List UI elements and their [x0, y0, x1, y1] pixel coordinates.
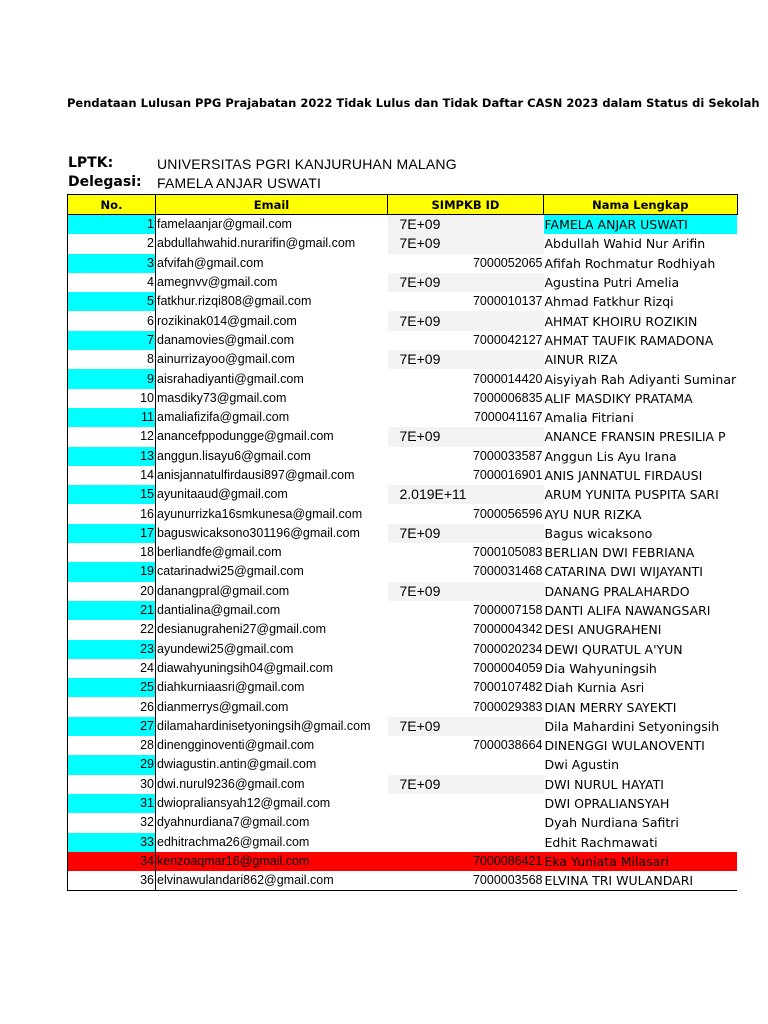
row-nama-lengkap: Diah Kurnia Asri: [544, 680, 645, 696]
row-simpkb-id: 7E+09: [388, 775, 544, 794]
row-simpkb-id: 7000004059: [472, 660, 543, 675]
table-row: [68, 562, 738, 581]
table-row: [68, 408, 738, 427]
header-no: No.: [68, 195, 156, 215]
row-number: 29: [68, 755, 156, 774]
row-email: dianmerrys@gmail.com: [157, 699, 289, 714]
row-email: rozikinak014@gmail.com: [157, 313, 297, 328]
row-nama-lengkap: Eka Yuniata Milasari: [544, 852, 738, 871]
row-simpkb-id: 7000004342: [472, 622, 543, 637]
row-email: dyahnurdiana7@gmail.com: [157, 815, 310, 830]
row-number: 20: [68, 582, 156, 601]
row-simpkb-id: 7E+09: [388, 350, 544, 369]
table-row: [68, 427, 738, 446]
lptk-value: UNIVERSITAS PGRI KANJURUHAN MALANG: [157, 156, 457, 172]
row-simpkb-id: 7E+09: [388, 427, 544, 446]
row-number: 17: [68, 524, 156, 543]
row-nama-lengkap: AINUR RIZA: [544, 352, 618, 368]
row-email: edhitrachma26@gmail.com: [157, 834, 310, 849]
row-nama-lengkap: Dwi Agustin: [544, 757, 620, 773]
table-row: [68, 717, 738, 736]
table-row: [68, 350, 738, 369]
row-number: 15: [68, 485, 156, 504]
row-number: 3: [68, 254, 156, 273]
row-nama-lengkap: ARUM YUNITA PUSPITA SARI: [544, 487, 719, 503]
table-row: [68, 273, 738, 292]
row-nama-lengkap: DWI NURUL HAYATI: [544, 776, 664, 792]
table-row: [68, 504, 738, 523]
row-number: 19: [68, 562, 156, 581]
row-nama-lengkap: ANANCE FRANSIN PRESILIA P: [544, 429, 726, 445]
row-nama-lengkap: AHMAT TAUFIK RAMADONA: [544, 332, 714, 348]
row-email: anancefppodungge@gmail.com: [157, 429, 334, 444]
row-nama-lengkap: DIAN MERRY SAYEKTI: [544, 699, 677, 715]
table-header-row: [68, 195, 738, 215]
row-nama-lengkap: Bagus wicaksono: [544, 525, 653, 541]
row-number: 9: [68, 369, 156, 388]
row-simpkb-id: [388, 833, 544, 852]
row-email: ainurrizayoo@gmail.com: [157, 352, 295, 367]
row-email: catarinadwi25@gmail.com: [157, 564, 304, 579]
table-row: [68, 871, 738, 891]
row-simpkb-id: 7000056596: [472, 506, 543, 521]
row-number: 18: [68, 543, 156, 562]
row-simpkb-id: 7000105083: [472, 545, 543, 560]
row-email: ayunurrizka16smkunesa@gmail.com: [157, 506, 363, 521]
row-email: dinengginoventi@gmail.com: [157, 738, 315, 753]
table-row: [68, 852, 738, 871]
header-email: Email: [156, 195, 388, 215]
row-number: 33: [68, 833, 156, 852]
row-number: 1: [68, 215, 156, 235]
row-nama-lengkap: Edhit Rachmawati: [544, 834, 658, 850]
header-simpkb-id: SIMPKB ID: [388, 195, 544, 215]
table-row: [68, 813, 738, 832]
row-nama-lengkap: Ahmad Fatkhur Rizqi: [544, 294, 674, 310]
row-email: diahkurniaasri@gmail.com: [157, 680, 305, 695]
header-nama-lengkap: Nama Lengkap: [544, 195, 738, 215]
row-nama-lengkap: ELVINA TRI WULANDARI: [544, 871, 738, 891]
row-email: kenzoaqmar16@gmail.com: [156, 852, 388, 871]
row-simpkb-id: 7000020234: [472, 641, 543, 656]
row-nama-lengkap: CATARINA DWI WIJAYANTI: [544, 564, 703, 580]
row-email: elvinawulandari862@gmail.com: [156, 871, 388, 891]
table-row: [68, 755, 738, 774]
row-number: 12: [68, 427, 156, 446]
row-email: afvifah@gmail.com: [157, 255, 264, 270]
row-simpkb-id: 7E+09: [388, 273, 544, 292]
row-nama-lengkap: BERLIAN DWI FEBRIANA: [544, 545, 695, 561]
row-number: 7: [68, 331, 156, 350]
row-email: anisjannatulfirdausi897@gmail.com: [157, 468, 355, 482]
row-email: amaliafizifa@gmail.com: [157, 410, 290, 425]
row-nama-lengkap: DEWI QURATUL A'YUN: [544, 641, 683, 657]
row-number: 24: [68, 659, 156, 678]
row-number: 13: [68, 447, 156, 466]
row-number: 23: [68, 640, 156, 659]
table-row: [68, 697, 738, 716]
row-email: amegnvv@gmail.com: [157, 275, 278, 290]
row-email: aisrahadiyanti@gmail.com: [157, 371, 304, 386]
row-email: ayunitaaud@gmail.com: [157, 487, 288, 502]
row-number: 32: [68, 813, 156, 832]
row-simpkb-id: 7000003568: [388, 871, 544, 891]
table-row: [68, 833, 738, 852]
row-number: 34: [68, 852, 156, 871]
row-simpkb-id: [388, 755, 544, 774]
row-nama-lengkap: Agustina Putri Amelia: [544, 275, 680, 291]
row-nama-lengkap: DINENGGI WULANOVENTI: [544, 738, 705, 754]
row-simpkb-id: 7000016901: [472, 468, 543, 482]
row-nama-lengkap: FAMELA ANJAR USWATI: [544, 215, 738, 235]
row-simpkb-id: 7000031468: [472, 564, 543, 579]
row-simpkb-id: 7000029383: [472, 699, 543, 714]
table-row: [68, 485, 738, 504]
row-number: 31: [68, 794, 156, 813]
row-number: 21: [68, 601, 156, 620]
row-simpkb-id: 7000006835: [472, 390, 543, 405]
row-simpkb-id: 7000086421: [388, 852, 544, 871]
row-simpkb-id: 7E+09: [388, 234, 544, 253]
row-simpkb-id: 7000041167: [473, 410, 543, 425]
row-nama-lengkap: AHMAT KHOIRU ROZIKIN: [544, 313, 698, 329]
row-number: 2: [68, 234, 156, 253]
row-number: 26: [68, 697, 156, 716]
row-number: 8: [68, 350, 156, 369]
participants-table: [67, 194, 738, 891]
row-simpkb-id: 7000042127: [472, 332, 543, 347]
table-row: [68, 389, 738, 408]
table-row: [68, 775, 738, 794]
row-simpkb-id: 7E+09: [388, 524, 544, 543]
delegasi-label: Delegasi:: [68, 174, 142, 190]
page-title: Pendataan Lulusan PPG Prajabatan 2022 Tidak Lulus dan Tidak Daftar CASN 2023 dalam Status di Sekolah: [67, 96, 760, 110]
table-row: [68, 601, 738, 620]
row-simpkb-id: 7E+09: [388, 311, 544, 330]
table-row: [68, 234, 738, 253]
row-simpkb-id: 7000010137: [472, 294, 543, 309]
row-simpkb-id: 7000038664: [472, 738, 543, 753]
row-simpkb-id: 7000107482: [472, 680, 543, 695]
row-email: dwiagustin.antin@gmail.com: [157, 757, 317, 772]
row-email: famelaanjar@gmail.com: [157, 217, 292, 232]
row-number: 14: [68, 466, 156, 485]
row-email: dilamahardinisetyoningsih@gmail.com: [157, 718, 371, 733]
row-email: masdiky73@gmail.com: [157, 390, 287, 405]
row-simpkb-id: 7000007158: [472, 603, 543, 618]
row-email: danangpral@gmail.com: [157, 583, 290, 598]
row-nama-lengkap: Amalia Fitriani: [544, 410, 634, 426]
row-nama-lengkap: ALIF MASDIKY PRATAMA: [544, 390, 693, 406]
row-number: 6: [68, 311, 156, 330]
row-email: fatkhur.rizqi808@gmail.com: [157, 294, 312, 309]
row-simpkb-id: 7000014420: [472, 371, 543, 386]
row-simpkb-id: 2.019E+11: [388, 485, 544, 504]
row-number: 36: [68, 871, 156, 891]
table-row: [68, 582, 738, 601]
row-email: baguswicaksono301196@gmail.com: [157, 525, 360, 540]
row-nama-lengkap: ANIS JANNATUL FIRDAUSI: [544, 468, 703, 483]
lptk-label: LPTK:: [68, 155, 114, 171]
row-nama-lengkap: Abdullah Wahid Nur Arifin: [544, 236, 706, 252]
row-number: 16: [68, 504, 156, 523]
row-email: dantialina@gmail.com: [157, 603, 281, 618]
row-number: 4: [68, 273, 156, 292]
row-nama-lengkap: AYU NUR RIZKA: [544, 506, 642, 522]
row-simpkb-id: [388, 794, 544, 813]
row-number: 28: [68, 736, 156, 755]
row-nama-lengkap: Anggun Lis Ayu Irana: [544, 448, 677, 464]
row-simpkb-id: 7000052065: [472, 255, 543, 270]
table-row: [68, 369, 738, 388]
table-row: [68, 736, 738, 755]
row-number: 30: [68, 775, 156, 794]
row-email: ayundewi25@gmail.com: [157, 641, 294, 656]
table-row: [68, 620, 738, 639]
row-nama-lengkap: DANTI ALIFA NAWANGSARI: [544, 603, 711, 619]
row-email: anggun.lisayu6@gmail.com: [157, 448, 311, 463]
table-row: [68, 466, 738, 485]
row-simpkb-id: 7E+09: [388, 215, 544, 235]
row-nama-lengkap: Afifah Rochmatur Rodhiyah: [544, 255, 716, 271]
table-row: [68, 640, 738, 659]
row-email: berliandfe@gmail.com: [157, 545, 282, 560]
delegasi-value: FAMELA ANJAR USWATI: [157, 175, 322, 191]
row-nama-lengkap: Dila Mahardini Setyoningsih: [544, 718, 720, 734]
row-number: 5: [68, 292, 156, 311]
table-row: [68, 215, 738, 235]
row-nama-lengkap: DANANG PRALAHARDO: [544, 583, 690, 599]
row-nama-lengkap: DESI ANUGRAHENI: [544, 622, 662, 638]
table-row: [68, 794, 738, 813]
row-simpkb-id: 7E+09: [388, 717, 544, 736]
row-email: diawahyuningsih04@gmail.com: [157, 660, 333, 675]
row-nama-lengkap: Aisyiyah Rah Adiyanti Suminar: [544, 371, 737, 387]
row-nama-lengkap: Dyah Nurdiana Safitri: [544, 815, 679, 831]
table-row: [68, 447, 738, 466]
row-email: dwi.nurul9236@gmail.com: [157, 776, 305, 791]
table-row: [68, 292, 738, 311]
table-row: [68, 678, 738, 697]
row-email: danamovies@gmail.com: [157, 332, 295, 347]
row-email: dwiopraliansyah12@gmail.com: [157, 796, 331, 811]
table-row: [68, 254, 738, 273]
row-simpkb-id: 7000033587: [472, 448, 543, 463]
row-number: 25: [68, 678, 156, 697]
row-number: 22: [68, 620, 156, 639]
row-email: abdullahwahid.nurarifin@gmail.com: [157, 236, 356, 251]
table-row: [68, 331, 738, 350]
table-row: [68, 543, 738, 562]
row-number: 11: [68, 408, 156, 427]
row-nama-lengkap: Dia Wahyuningsih: [544, 660, 657, 676]
table-row: [68, 311, 738, 330]
row-simpkb-id: [388, 813, 544, 832]
row-number: 27: [68, 717, 156, 736]
row-email: desianugraheni27@gmail.com: [157, 622, 327, 637]
row-number: 10: [68, 389, 156, 408]
table-row: [68, 659, 738, 678]
row-simpkb-id: 7E+09: [388, 582, 544, 601]
row-nama-lengkap: DWI OPRALIANSYAH: [544, 796, 670, 812]
table-row: [68, 524, 738, 543]
